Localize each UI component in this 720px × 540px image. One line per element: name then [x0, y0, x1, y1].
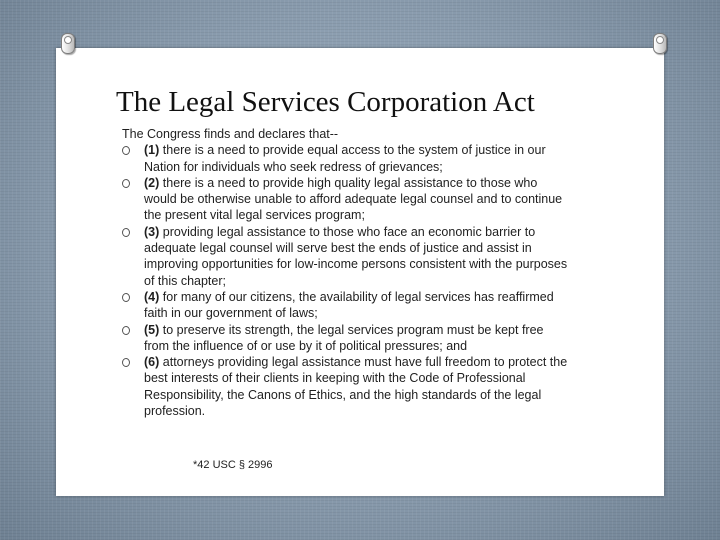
finding-text: there is a need to provide high quality legal assistance to those who would be otherwise unable to afford adequate legal counsel and to continue the present vital legal services program;: [144, 175, 563, 223]
hollow-circle-bullet-icon: [122, 293, 130, 302]
list-item: [122, 224, 570, 289]
finding-number: (2): [144, 175, 160, 190]
intro-text: The Congress finds and declares that--: [122, 127, 339, 141]
hollow-circle-bullet-icon: [122, 179, 130, 188]
slide-title: The Legal Services Corporation Act: [116, 86, 535, 118]
finding-text: for many of our citizens, the availability of legal services has reaffirmed faith in our government of laws;: [144, 289, 554, 321]
finding-text: providing legal assistance to those who face an economic barrier to adequate legal counsel will serve best the ends of justice and assist in improving opportunities for low-income persons consistent with the purposes of this chapter;: [144, 224, 568, 288]
pushpin-icon: [650, 30, 668, 56]
finding-number: (3): [144, 224, 160, 239]
pushpin-hole: [64, 36, 72, 44]
finding-number: (6): [144, 355, 160, 370]
list-item: [122, 175, 570, 224]
citation: *42 USC § 2996: [193, 459, 273, 471]
slide-body: [122, 126, 570, 419]
finding-number: (1): [144, 143, 160, 158]
hollow-circle-bullet-icon: [122, 326, 130, 335]
findings-list: [122, 142, 570, 419]
list-item: [122, 354, 570, 419]
finding-text: to preserve its strength, the legal services program must be kept free from the influence of or use by it of political pressures; and: [144, 322, 544, 353]
pushpin-hole: [656, 36, 664, 44]
hollow-circle-bullet-icon: [122, 146, 130, 155]
list-item: [122, 289, 570, 322]
pushpin-icon: [58, 30, 76, 56]
hollow-circle-bullet-icon: [122, 358, 130, 367]
finding-number: (4): [144, 289, 160, 304]
finding-number: (5): [144, 322, 160, 337]
finding-text: there is a need to provide equal access to the system of justice in our Nation for individuals who seek redress of grievances;: [144, 143, 546, 174]
finding-text: attorneys providing legal assistance must have full freedom to protect the best interests of their clients in keeping with the Code of Professional Responsibility, the Canons of Ethics, and the high standards of the legal profession.: [144, 355, 568, 419]
list-item: [122, 322, 570, 355]
hollow-circle-bullet-icon: [122, 228, 130, 237]
list-item: [122, 142, 570, 175]
